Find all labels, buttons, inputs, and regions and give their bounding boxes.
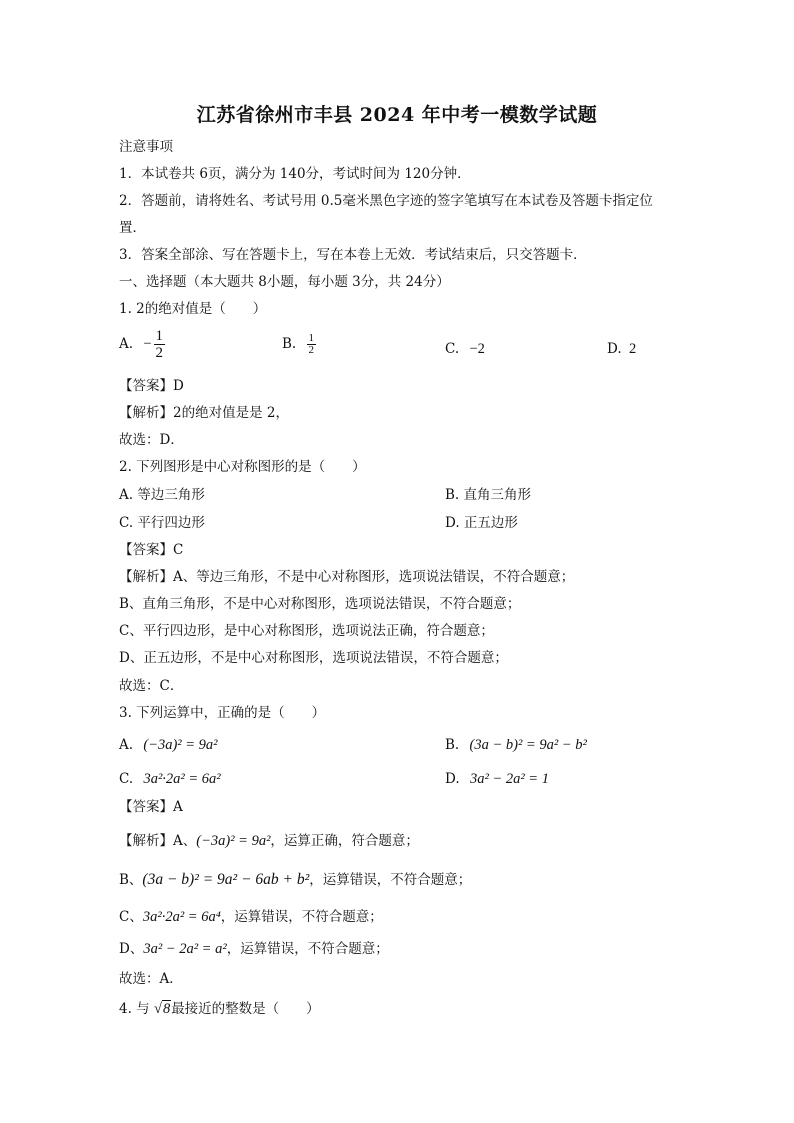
denominator: 2: [155, 345, 164, 361]
math-expression: 3a²·2a² = 6a⁴: [142, 909, 221, 925]
q3-option-d: [445, 770, 549, 788]
question-3-stem: 3. 下列运算中，正确的是（ ）: [119, 705, 326, 721]
math-expression: 3a²·2a² = 6a²: [143, 771, 221, 787]
q3-analysis-4: [119, 940, 389, 958]
notice-heading: 注意事项: [119, 139, 173, 155]
square-root: √8: [153, 1001, 171, 1017]
q2-option-d: D. 正五边形: [445, 515, 518, 531]
question-2-stem: 2. 下列图形是中心对称图形的是（ ）: [119, 459, 366, 475]
math-expression: (−3a)² = 9a²: [143, 737, 218, 753]
q1-choose: 故选：D．: [119, 432, 184, 448]
q3-analysis-3: [119, 908, 383, 926]
q2-option-b: B. 直角三角形: [445, 487, 532, 503]
minus-sign: −: [143, 336, 152, 352]
analysis-suffix: ，运算错误，不符合题意；: [220, 909, 383, 925]
q3-choose: 故选：A．: [119, 971, 183, 987]
q1-analysis: 【解析】2的绝对值是是 2，: [119, 405, 289, 421]
q3-option-b: [445, 736, 587, 754]
q2-answer: 【答案】C: [119, 542, 184, 558]
math-expression: 3a² − 2a² = 1: [469, 771, 549, 787]
radicand: 8: [162, 1001, 171, 1017]
stem-prefix: 4. 与: [119, 1001, 150, 1017]
analysis-prefix: B、: [119, 872, 143, 888]
math-expression: (−3a)² = 9a²: [196, 833, 271, 849]
option-value: −2: [469, 341, 485, 357]
q3-analysis-1: [119, 832, 419, 850]
option-label: D.: [445, 771, 460, 787]
analysis-suffix: ，运算正确，符合题意；: [270, 833, 419, 849]
stem-suffix: 最接近的整数是（ ）: [171, 1001, 320, 1017]
q1-option-b: [282, 333, 318, 356]
analysis-prefix: D、: [119, 941, 144, 957]
math-expression: 3a² − 2a² = a²: [143, 941, 227, 957]
q3-analysis-2: [119, 871, 471, 889]
question-4-stem: [119, 1000, 320, 1018]
q3-answer: 【答案】A: [119, 799, 183, 815]
numerator: 1: [308, 332, 315, 344]
denominator: 2: [308, 344, 315, 356]
option-label: D.: [607, 341, 622, 357]
q1-option-d: [607, 340, 636, 358]
q2-option-c: C. 平行四边形: [119, 515, 205, 531]
page-title: 江苏省徐州市丰县 2024 年中考一模数学试题: [196, 104, 598, 126]
notice-item-3: 3．答案全部涂、写在答题卡上，写在本卷上无效．考试结束后，只交答题卡．: [119, 247, 587, 263]
q2-analysis-2: B、直角三角形，不是中心对称图形，选项说法错误，不符合题意；: [119, 596, 521, 612]
option-label: C.: [119, 771, 134, 787]
q3-option-a: [119, 736, 218, 754]
option-label: A.: [119, 737, 134, 753]
q1-option-a: [119, 328, 167, 361]
analysis-prefix: C、: [119, 909, 143, 925]
option-label: B.: [282, 336, 297, 352]
option-label: C.: [445, 341, 460, 357]
q2-analysis-3: C、平行四边形，是中心对称图形，选项说法正确，符合题意；: [119, 623, 494, 639]
question-1-stem: 1. 2的绝对值是（ ）: [119, 301, 267, 317]
option-label: A.: [119, 336, 134, 352]
analysis-prefix: 【解析】A、: [119, 833, 197, 849]
option-label: B.: [445, 737, 460, 753]
notice-item-1: 1．本试卷共 6页，满分为 140分，考试时间为 120分钟．: [119, 166, 471, 182]
notice-item-2: 2．答题前，请将姓名、考试号用 0.5毫米黑色字迹的签字笔填写在本试卷及答题卡指定位: [119, 193, 653, 209]
q1-option-c: [445, 340, 485, 358]
analysis-suffix: ，运算错误，不符合题意；: [226, 941, 389, 957]
math-expression: (3a − b)² = 9a² − 6ab + b²: [142, 871, 310, 888]
numerator: 1: [155, 328, 164, 344]
math-expression: (3a − b)² = 9a² − b²: [469, 737, 587, 753]
fraction: [154, 328, 166, 361]
q2-analysis-1: 【解析】A、等边三角形，不是中心对称图形，选项说法错误，不符合题意；: [119, 569, 575, 585]
fraction: [307, 333, 317, 356]
notice-item-2-cont: 置．: [119, 220, 146, 236]
q2-choose: 故选：C．: [119, 678, 184, 694]
q3-option-c: [119, 770, 221, 788]
option-value: 2: [628, 341, 637, 357]
q2-option-a: A. 等边三角形: [119, 487, 205, 503]
section-heading: 一、选择题（本大题共 8小题，每小题 3分，共 24分）: [119, 274, 450, 290]
analysis-suffix: ，运算错误，不符合题意；: [309, 872, 472, 888]
q2-analysis-4: D、正五边形，不是中心对称图形，选项说法错误，不符合题意；: [119, 650, 508, 666]
q1-answer: 【答案】D: [119, 378, 184, 394]
